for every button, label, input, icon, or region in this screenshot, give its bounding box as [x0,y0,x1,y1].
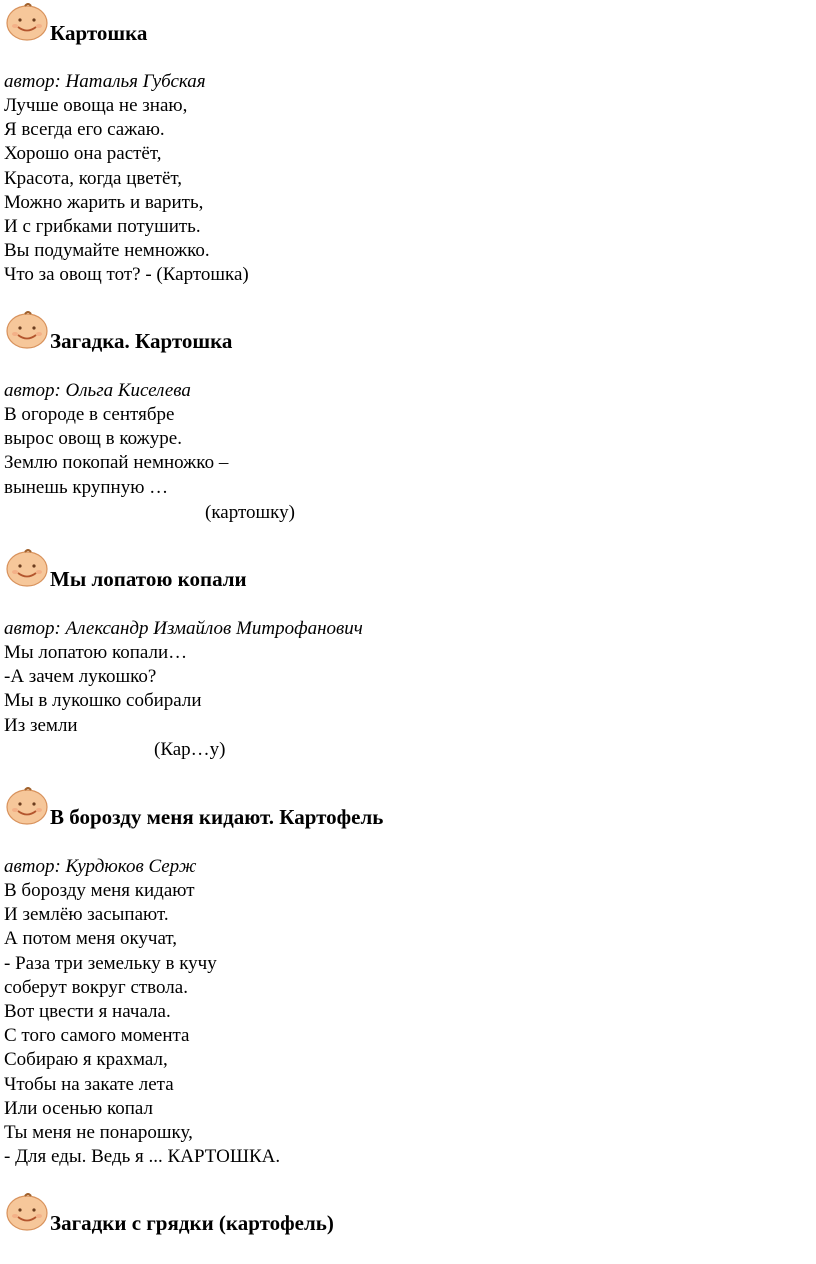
poem-line: - Раза три земельку в кучу [4,952,217,974]
smiley-face-icon [5,310,49,350]
poem-line: вырос овощ в кожуре. [4,428,182,450]
poem-line: А потом меня окучат, [4,928,178,950]
poem-title: Загадки с грядки (картофель) [50,1211,334,1235]
poem-line: Чтобы на закате лета [4,1073,174,1095]
poem-line: - Для еды. Ведь я ... КАРТОШКА. [4,1146,281,1168]
poem-heading [0,2,700,46]
poem-line: Или осенью копал [4,1097,153,1119]
poem-title: В борозду меня кидают. Картофель [50,805,384,829]
poem-line: И землёю засыпают. [4,904,169,926]
poem-line: Собираю я крахмал, [4,1049,168,1071]
poem-line: Вот цвести я начала. [4,1000,171,1022]
poem-author: автор: Курдюков Серж [4,856,197,877]
smiley-face-icon [5,2,49,42]
poem-line: -А зачем лукошко? [4,666,157,688]
smiley-face-icon [5,1192,49,1232]
smiley-face-icon [5,786,49,826]
poem-line: В огороде в сентябре [4,404,175,425]
poem-line: Я всегда его сажаю. [4,119,165,141]
poem-lines [4,641,202,738]
poem-line: Мы в лукошко собирали [4,690,202,712]
poem-line: Мы лопатою копали… [4,642,188,663]
poem-line: вынешь крупную … [4,476,169,498]
poem-author: автор: Александр Измайлов Митрофанович [4,618,363,639]
poem-heading [0,548,700,592]
poem-title: Загадка. Картошка [50,329,233,353]
poem-lines [4,94,249,288]
riddle-answer: (картошку) [205,502,295,523]
poem-line: Красота, когда цветёт, [4,167,183,189]
poem-line: Хорошо она растёт, [4,143,162,165]
poem-line: С того самого момента [4,1025,190,1047]
poem-line: И с грибками потушить. [4,215,201,237]
poem-heading [0,310,700,354]
poem-line: Можно жарить и варить, [4,191,204,213]
poem-author: автор: Наталья Губская [4,71,206,92]
poem-title: Картошка [50,21,148,45]
poem-title: Мы лопатою копали [50,567,247,591]
poem-line: В борозду меня кидают [4,880,195,901]
poem-line: соберут вокруг ствола. [4,976,188,998]
poem-lines [4,403,228,500]
poem-line: Вы подумайте немножко. [4,240,210,262]
smiley-face-icon [5,548,49,588]
poem-line: Ты меня не понарошку, [4,1121,193,1143]
poem-author: автор: Ольга Киселева [4,380,191,401]
poem-line: Землю покопай немножко – [4,452,229,474]
poem-line: Что за овощ тот? - (Картошка) [4,264,249,286]
poem-line: Из земли [4,714,78,736]
poem-heading [0,786,700,830]
poem-lines [4,879,280,1169]
riddle-answer: (Кар…у) [154,739,226,760]
poem-heading [0,1192,700,1236]
poem-line: Лучше овоща не знаю, [4,95,188,116]
